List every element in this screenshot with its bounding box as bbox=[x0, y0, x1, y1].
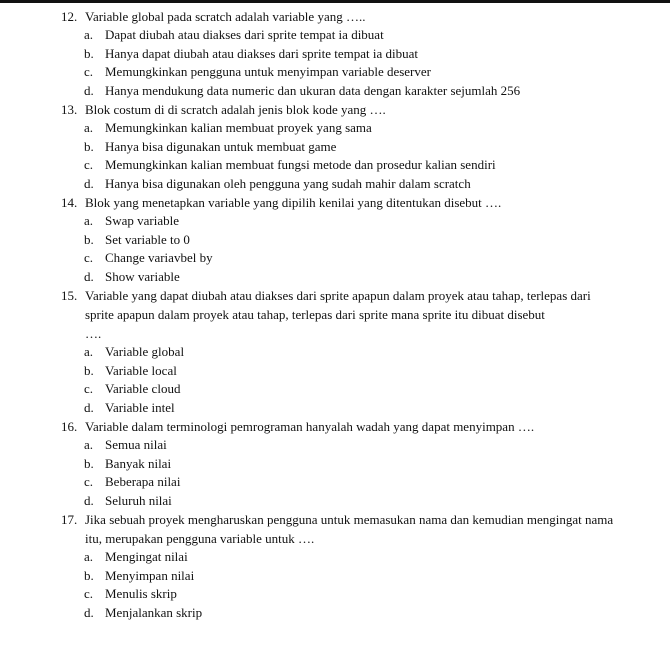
question-stem-ellipsis: …. bbox=[85, 326, 102, 341]
question-13 bbox=[0, 100, 670, 193]
option-letter: b. bbox=[84, 567, 94, 583]
option-letter: c. bbox=[84, 64, 94, 79]
top-border-line bbox=[0, 0, 670, 3]
question-stem bbox=[0, 286, 670, 324]
option-text: Hanya bisa digunakan oleh pengguna yang sudah mahir dalam scratch bbox=[105, 175, 471, 191]
option-b bbox=[0, 567, 670, 586]
option-a bbox=[0, 119, 670, 138]
option-text: Memungkinkan pengguna untuk menyimpan variable deserver bbox=[105, 64, 431, 79]
option-letter: d. bbox=[84, 399, 94, 415]
option-text: Menjalankan skrip bbox=[105, 604, 203, 620]
option-a bbox=[0, 212, 670, 231]
option-letter: a. bbox=[84, 27, 94, 42]
option-letter: a. bbox=[84, 344, 94, 359]
option-d bbox=[0, 82, 670, 101]
question-16 bbox=[0, 417, 670, 510]
option-letter: b. bbox=[84, 231, 94, 247]
option-d bbox=[0, 399, 670, 418]
option-letter: b. bbox=[84, 45, 94, 61]
question-text: Variable yang dapat diubah atau diakses dari sprite apapun dalam proyek atau tahap, terlepas dari sprite apapun dalam proyek atau tahap, terlepas dari sprite mana sprite itu dibuat disebut bbox=[85, 288, 591, 322]
option-text: Dapat diubah atau diakses dari sprite tempat ia dibuat bbox=[105, 27, 384, 42]
option-a bbox=[0, 548, 670, 567]
option-letter: d. bbox=[84, 268, 94, 284]
option-text: Variable cloud bbox=[105, 381, 181, 396]
question-number: 17. bbox=[61, 512, 78, 527]
option-b bbox=[0, 138, 670, 157]
option-letter: d. bbox=[84, 82, 94, 98]
option-text: Banyak nilai bbox=[105, 455, 172, 471]
option-letter: c. bbox=[84, 586, 94, 601]
question-text: Jika sebuah proyek mengharuskan pengguna untuk memasukan nama dan kemudian mengingat nama itu, merupakan pengguna variable untuk …. bbox=[85, 512, 614, 546]
option-letter: d. bbox=[84, 175, 94, 191]
option-text: Semua nilai bbox=[105, 437, 167, 452]
question-number: 13. bbox=[61, 102, 78, 117]
option-text: Hanya dapat diubah atau diakses dari sprite tempat ia dibuat bbox=[105, 45, 418, 61]
option-letter: a. bbox=[84, 213, 94, 228]
option-letter: b. bbox=[84, 362, 94, 378]
option-letter: b. bbox=[84, 138, 94, 154]
question-number: 15. bbox=[61, 288, 78, 303]
question-15 bbox=[0, 286, 670, 417]
option-a bbox=[0, 343, 670, 362]
option-letter: c. bbox=[84, 381, 94, 396]
question-14 bbox=[0, 193, 670, 286]
option-letter: a. bbox=[84, 549, 94, 564]
question-text: Variable dalam terminologi pemrograman hanyalah wadah yang dapat menyimpan …. bbox=[85, 419, 535, 434]
option-a bbox=[0, 26, 670, 45]
question-text: Blok yang menetapkan variable yang dipilih kenilai yang ditentukan disebut …. bbox=[85, 195, 502, 210]
option-c bbox=[0, 156, 670, 175]
question-stem bbox=[0, 7, 670, 26]
question-stem bbox=[0, 100, 670, 119]
option-text: Hanya bisa digunakan untuk membuat game bbox=[105, 138, 337, 154]
question-stem bbox=[0, 417, 670, 436]
option-b bbox=[0, 231, 670, 250]
option-text: Mengingat nilai bbox=[105, 549, 188, 564]
option-text: Set variable to 0 bbox=[105, 231, 190, 247]
option-c bbox=[0, 249, 670, 268]
option-c bbox=[0, 380, 670, 399]
option-letter: b. bbox=[84, 455, 94, 471]
option-b bbox=[0, 45, 670, 64]
option-text: Variable global bbox=[105, 344, 185, 359]
option-text: Menyimpan nilai bbox=[105, 567, 195, 583]
option-a bbox=[0, 436, 670, 455]
option-d bbox=[0, 492, 670, 511]
option-text: Variable local bbox=[105, 362, 177, 378]
option-text: Change variavbel by bbox=[105, 250, 213, 265]
question-text: Blok costum di di scratch adalah jenis blok kode yang …. bbox=[85, 102, 386, 117]
option-letter: a. bbox=[84, 120, 94, 135]
option-letter: c. bbox=[84, 250, 94, 265]
option-text: Show variable bbox=[105, 268, 180, 284]
option-text: Memungkinkan kalian membuat fungsi metode dan prosedur kalian sendiri bbox=[105, 157, 496, 172]
option-text: Hanya mendukung data numeric dan ukuran data dengan karakter sejumlah 256 bbox=[105, 82, 521, 98]
question-list bbox=[0, 7, 670, 622]
question-stem bbox=[0, 193, 670, 212]
option-letter: d. bbox=[84, 604, 94, 620]
option-c bbox=[0, 473, 670, 492]
option-letter: a. bbox=[84, 437, 94, 452]
option-d bbox=[0, 268, 670, 287]
option-b bbox=[0, 362, 670, 381]
option-text: Seluruh nilai bbox=[105, 492, 172, 508]
option-text: Menulis skrip bbox=[105, 586, 177, 601]
option-text: Memungkinkan kalian membuat proyek yang sama bbox=[105, 120, 372, 135]
option-d bbox=[0, 604, 670, 623]
option-letter: c. bbox=[84, 157, 94, 172]
option-letter: d. bbox=[84, 492, 94, 508]
option-b bbox=[0, 455, 670, 474]
option-d bbox=[0, 175, 670, 194]
question-number: 12. bbox=[61, 9, 78, 24]
question-number: 14. bbox=[61, 195, 78, 210]
question-stem bbox=[0, 510, 670, 548]
option-text: Beberapa nilai bbox=[105, 474, 181, 489]
question-number: 16. bbox=[61, 419, 78, 434]
option-letter: c. bbox=[84, 474, 94, 489]
option-c bbox=[0, 63, 670, 82]
option-text: Swap variable bbox=[105, 213, 180, 228]
question-17 bbox=[0, 510, 670, 622]
question-12 bbox=[0, 7, 670, 100]
option-c bbox=[0, 585, 670, 604]
question-text: Variable global pada scratch adalah variable yang ….. bbox=[85, 9, 366, 24]
option-text: Variable intel bbox=[105, 399, 175, 415]
